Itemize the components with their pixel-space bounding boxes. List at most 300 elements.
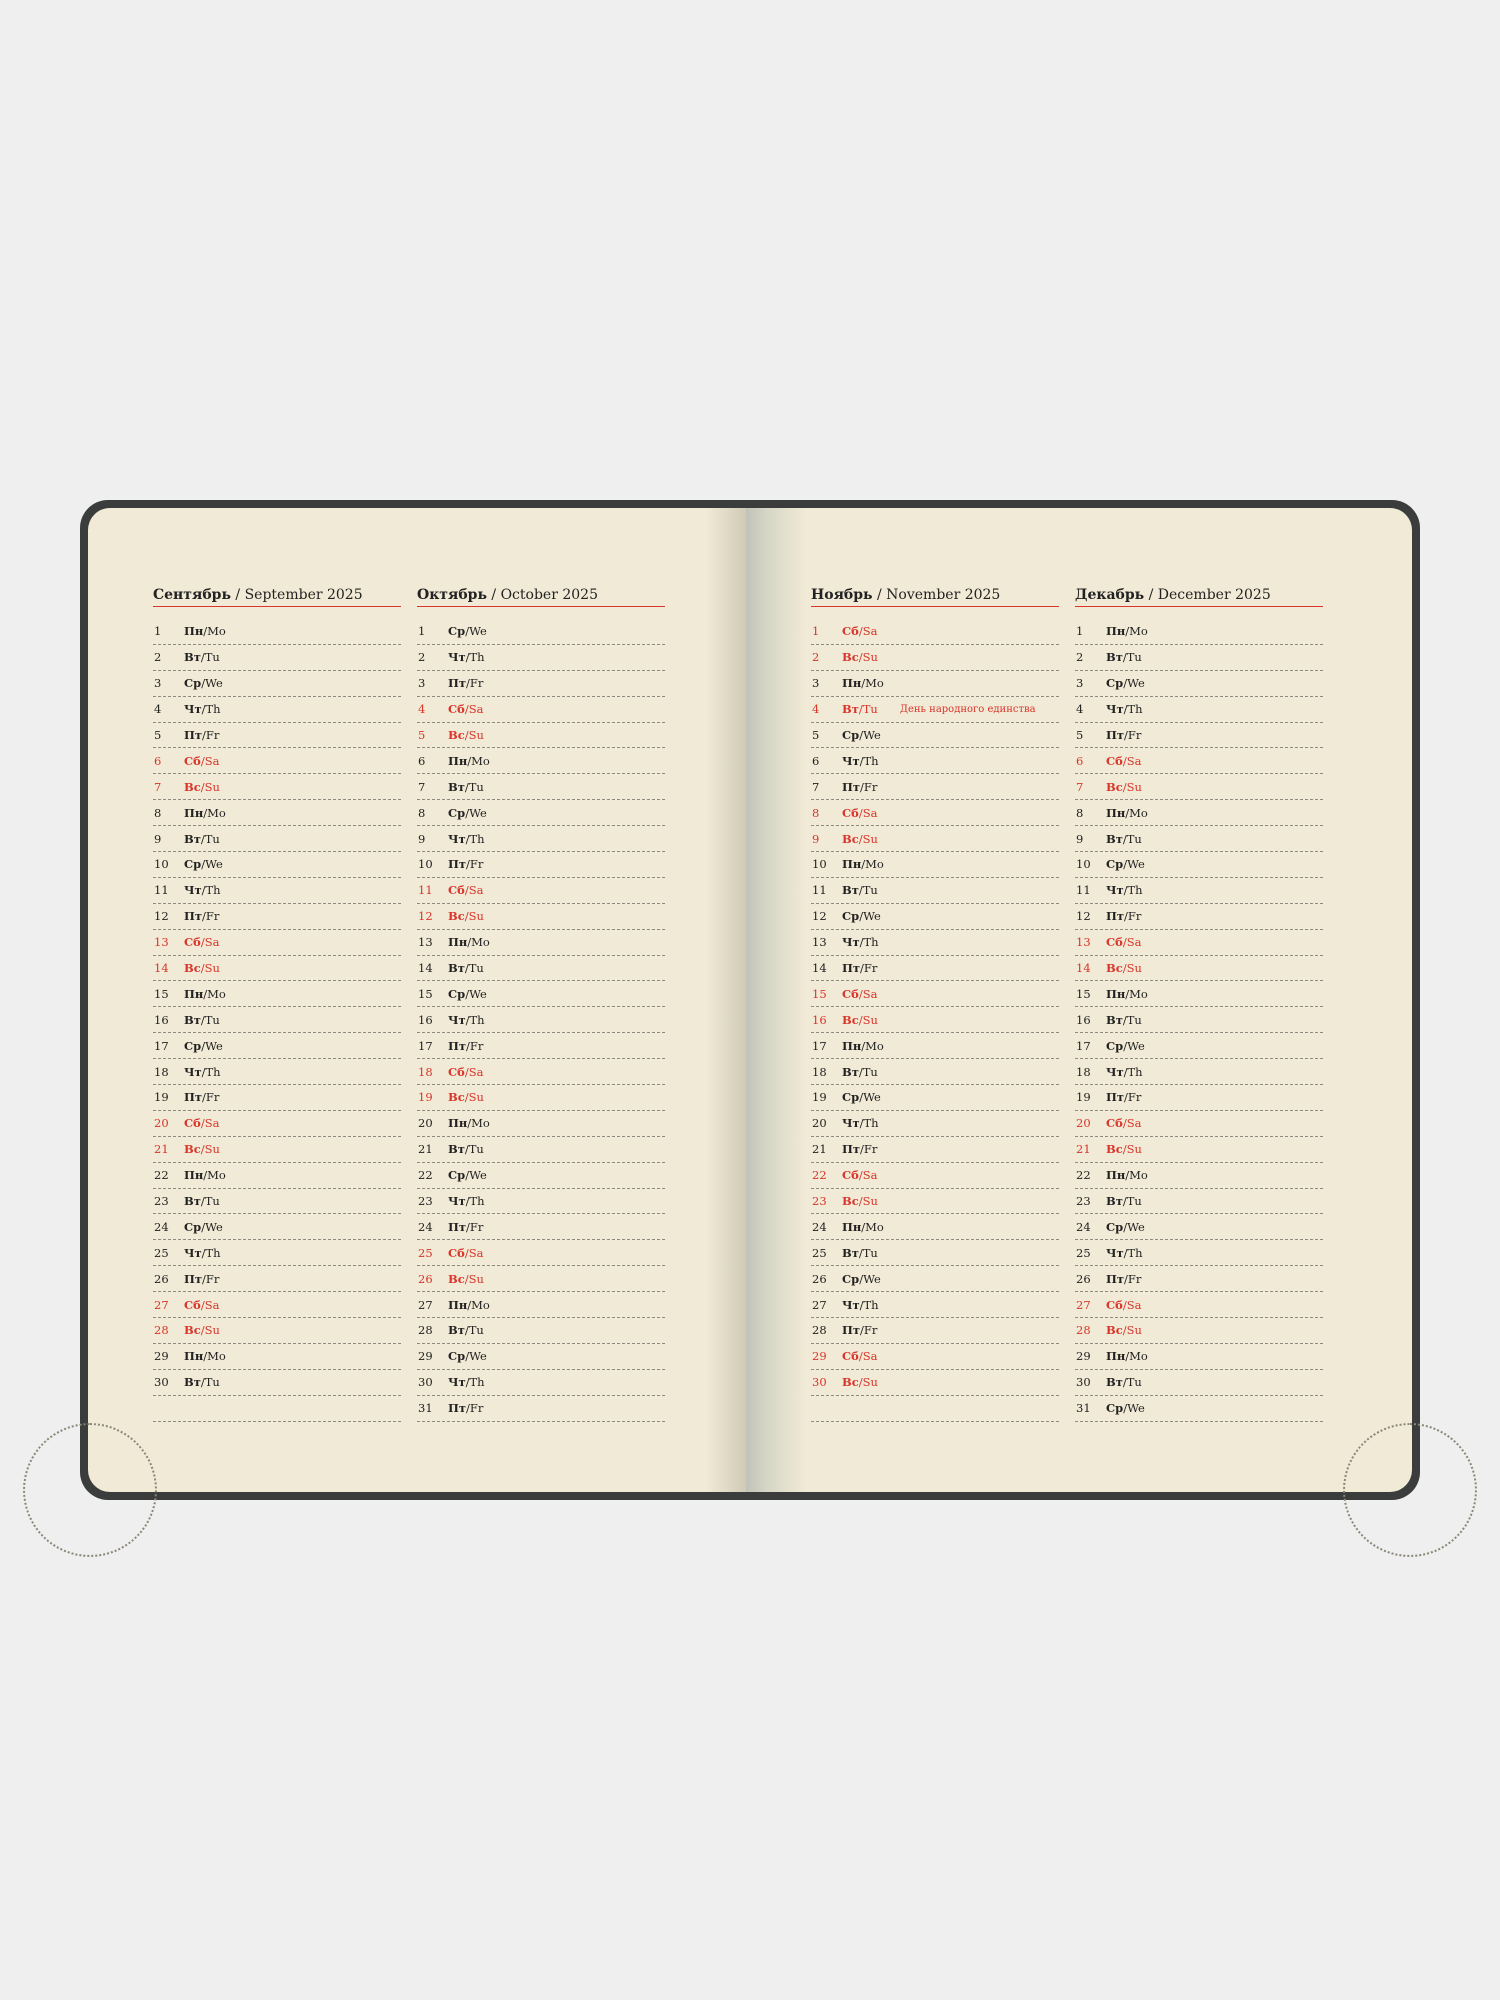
day-number: 11 (812, 883, 827, 898)
weekday-ru: Пн (184, 986, 204, 1001)
day-number: 31 (1076, 1401, 1091, 1416)
weekday-separator: / (858, 650, 863, 665)
day-number: 9 (154, 831, 162, 846)
weekday-separator: / (1123, 1064, 1128, 1079)
weekday-separator: / (201, 1064, 206, 1079)
weekday-en: Mo (865, 857, 884, 872)
day-number: 29 (1076, 1349, 1091, 1364)
weekday-en: We (205, 676, 223, 691)
day-number: 21 (418, 1142, 433, 1157)
day-number: 1 (154, 624, 162, 639)
weekday-separator: / (861, 1038, 866, 1053)
day-number: 2 (418, 650, 426, 665)
weekday-ru: Ср (448, 986, 466, 1001)
day-number: 7 (1076, 779, 1084, 794)
weekday-en: Mo (207, 986, 226, 1001)
weekday-separator: / (859, 753, 864, 768)
weekday-ru: Сб (1106, 1297, 1123, 1312)
weekday-ru: Пт (184, 1090, 202, 1105)
weekday-ru: Сб (448, 1245, 465, 1260)
weekday-separator: / (464, 1142, 469, 1157)
weekday-separator: / (202, 1271, 206, 1286)
weekday-ru: Пт (842, 961, 860, 976)
day-number: 8 (154, 805, 162, 820)
day-row (811, 878, 1059, 904)
day-number: 18 (812, 1064, 827, 1079)
day-row (417, 930, 665, 956)
day-number: 6 (812, 753, 820, 768)
day-number: 29 (154, 1349, 169, 1364)
day-number: 17 (418, 1038, 433, 1053)
weekday-en: Fr (469, 857, 484, 872)
day-number: 16 (812, 1012, 827, 1027)
weekday-ru: Вс (184, 1323, 201, 1338)
weekday-separator: / (861, 1219, 866, 1234)
day-row (811, 1214, 1059, 1240)
day-row (153, 1085, 401, 1111)
day-number: 20 (812, 1116, 827, 1131)
day-number: 28 (1076, 1323, 1091, 1338)
day-row (1075, 671, 1323, 697)
weekday-ru: Ср (1106, 676, 1124, 691)
day-row (417, 1085, 665, 1111)
day-row (417, 800, 665, 826)
day-row (811, 671, 1059, 697)
weekday-ru: Чт (448, 1194, 466, 1209)
day-row (1075, 1292, 1323, 1318)
day-number: 12 (418, 909, 433, 924)
day-number: 25 (418, 1245, 433, 1260)
weekday-en: Su (1126, 1142, 1142, 1157)
weekday-ru: Вт (184, 1012, 201, 1027)
weekday-separator: / (859, 1297, 864, 1312)
weekday-en: Tu (1126, 650, 1142, 665)
day-number: 7 (812, 779, 820, 794)
weekday-en: Su (1126, 1323, 1142, 1338)
weekday-en: Fr (469, 1038, 484, 1053)
day-row (153, 1318, 401, 1344)
weekday-ru: Пн (448, 753, 468, 768)
right-page (746, 508, 1412, 1492)
weekday-en: Sa (468, 1064, 484, 1079)
weekday-separator: / (467, 1297, 472, 1312)
weekday-separator: / (465, 1375, 470, 1390)
weekday-en: Th (863, 1116, 879, 1131)
weekday-ru: Пн (1106, 805, 1126, 820)
weekday-en: Mo (1129, 1168, 1148, 1183)
weekday-separator: / (1122, 650, 1127, 665)
weekday-separator: / (203, 1168, 208, 1183)
weekday-ru: Пн (842, 1219, 862, 1234)
day-number: 28 (418, 1323, 433, 1338)
day-number: 1 (418, 624, 426, 639)
day-number: 12 (154, 909, 169, 924)
day-number: 25 (154, 1245, 169, 1260)
day-number: 26 (154, 1271, 169, 1286)
day-number: 8 (1076, 805, 1084, 820)
weekday-separator: / (859, 1271, 864, 1286)
weekday-ru: Пт (448, 1401, 466, 1416)
weekday-en: We (1127, 1038, 1145, 1053)
day-number: 16 (418, 1012, 433, 1027)
day-row (153, 774, 401, 800)
weekday-ru: Сб (184, 1116, 201, 1131)
day-number: 20 (1076, 1116, 1091, 1131)
weekday-en: Su (204, 779, 220, 794)
weekday-ru: Пт (448, 1038, 466, 1053)
month-name-ru: Декабрь (1075, 587, 1145, 603)
weekday-ru: Сб (842, 805, 859, 820)
day-number: 18 (154, 1064, 169, 1079)
day-number: 19 (1076, 1090, 1091, 1105)
weekday-separator: / (858, 1349, 863, 1364)
day-row (811, 930, 1059, 956)
weekday-ru: Пт (1106, 1271, 1124, 1286)
weekday-en: Su (468, 909, 484, 924)
day-number: 27 (812, 1297, 827, 1312)
day-number: 21 (812, 1142, 827, 1157)
day-number: 31 (418, 1401, 433, 1416)
weekday-ru: Сб (448, 1064, 465, 1079)
day-number: 16 (154, 1012, 169, 1027)
weekday-separator: / (858, 805, 863, 820)
day-row (417, 697, 665, 723)
day-number: 23 (418, 1194, 433, 1209)
weekday-separator: / (200, 779, 205, 794)
day-number: 25 (1076, 1245, 1091, 1260)
weekday-en: Su (862, 1012, 878, 1027)
weekday-separator: / (465, 831, 470, 846)
weekday-separator: / (1125, 624, 1130, 639)
month-title: Декабрь / December 2025 (1075, 584, 1323, 607)
weekday-separator: / (464, 779, 469, 794)
day-number: 15 (812, 986, 827, 1001)
weekday-ru: Сб (1106, 753, 1123, 768)
weekday-ru: Вс (184, 961, 201, 976)
day-row (1075, 619, 1323, 645)
day-number: 4 (1076, 702, 1084, 717)
day-number: 29 (418, 1349, 433, 1364)
weekday-en: Tu (862, 702, 878, 717)
day-row (1075, 723, 1323, 749)
weekday-separator: / (1124, 909, 1128, 924)
weekday-separator: / (200, 961, 205, 976)
day-row (1075, 1007, 1323, 1033)
day-row (417, 1137, 665, 1163)
weekday-ru: Сб (842, 986, 859, 1001)
weekday-en: Su (468, 1090, 484, 1105)
weekday-en: Mo (471, 935, 490, 950)
day-row (1075, 800, 1323, 826)
weekday-en: Fr (469, 1401, 484, 1416)
weekday-en: Th (469, 650, 485, 665)
day-row (811, 800, 1059, 826)
day-row (417, 826, 665, 852)
weekday-separator: / (200, 1323, 205, 1338)
weekday-ru: Вт (1106, 1012, 1123, 1027)
day-number: 24 (1076, 1219, 1091, 1234)
weekday-ru: Вс (448, 1090, 465, 1105)
weekday-separator: / (201, 1219, 206, 1234)
day-row (417, 1059, 665, 1085)
weekday-separator: / (1124, 728, 1128, 742)
weekday-separator: / (465, 1194, 470, 1209)
weekday-separator: / (858, 1064, 863, 1079)
weekday-en: Mo (207, 1349, 226, 1364)
day-row (153, 981, 401, 1007)
day-row (811, 1007, 1059, 1033)
weekday-en: Mo (865, 1038, 884, 1053)
weekday-separator: / (859, 935, 864, 950)
day-number: 29 (812, 1349, 827, 1364)
weekday-ru: Пн (448, 1297, 468, 1312)
weekday-en: Tu (204, 650, 220, 665)
day-number: 30 (418, 1375, 433, 1390)
weekday-en: Sa (862, 1168, 878, 1183)
day-row (1075, 1085, 1323, 1111)
weekday-separator: / (467, 935, 472, 950)
weekday-ru: Вс (1106, 1142, 1123, 1157)
weekday-ru: Вс (842, 831, 859, 846)
weekday-en: Mo (1129, 986, 1148, 1001)
weekday-en: Mo (207, 805, 226, 820)
weekday-en: Th (469, 1012, 485, 1027)
day-number: 3 (1076, 676, 1084, 691)
weekday-separator: / (1122, 1142, 1127, 1157)
day-row (153, 930, 401, 956)
day-list (811, 619, 1059, 1422)
weekday-separator: / (464, 961, 469, 976)
day-number: 11 (1076, 883, 1091, 898)
day-number: 10 (1076, 857, 1091, 872)
day-row (153, 1240, 401, 1266)
weekday-en: Fr (863, 961, 878, 976)
day-list (417, 619, 665, 1422)
day-row (811, 904, 1059, 930)
weekday-separator: / (858, 1012, 863, 1027)
weekday-separator: / (858, 883, 863, 898)
weekday-ru: Ср (1106, 1038, 1124, 1053)
weekday-en: Tu (862, 883, 878, 898)
day-number: 19 (812, 1090, 827, 1105)
weekday-en: We (863, 1271, 881, 1286)
weekday-en: We (469, 1349, 487, 1364)
day-number: 10 (154, 857, 169, 872)
weekday-en: Su (862, 1194, 878, 1209)
weekday-separator: / (202, 1090, 206, 1105)
weekday-ru: Пт (842, 779, 860, 794)
day-row (417, 1007, 665, 1033)
weekday-en: Fr (1127, 909, 1142, 924)
day-number: 11 (154, 883, 169, 898)
weekday-ru: Вс (448, 728, 465, 742)
weekday-en: Fr (469, 676, 484, 691)
day-row (153, 1370, 401, 1396)
day-number: 15 (418, 986, 433, 1001)
day-number: 8 (418, 805, 426, 820)
day-number: 3 (812, 676, 820, 691)
day-row (417, 1240, 665, 1266)
day-number: 13 (154, 935, 169, 950)
weekday-ru: Ср (184, 857, 202, 872)
weekday-en: Mo (471, 753, 490, 768)
weekday-separator: / (858, 1245, 863, 1260)
day-number: 10 (812, 857, 827, 872)
weekday-separator: / (859, 1090, 864, 1105)
weekday-ru: Вс (1106, 1323, 1123, 1338)
weekday-separator: / (201, 1245, 206, 1260)
month-november (811, 584, 1059, 1422)
weekday-ru: Пн (1106, 986, 1126, 1001)
weekday-separator: / (1125, 1349, 1130, 1364)
weekday-separator: / (464, 1271, 469, 1286)
day-number: 4 (812, 702, 820, 717)
day-row (811, 1111, 1059, 1137)
weekday-separator: / (1124, 1090, 1128, 1105)
weekday-ru: Ср (842, 909, 860, 924)
weekday-en: Th (863, 1297, 879, 1312)
weekday-en: Tu (1126, 1375, 1142, 1390)
weekday-ru: Вт (842, 1245, 859, 1260)
month-title: Ноябрь / November 2025 (811, 584, 1059, 607)
day-number: 2 (154, 650, 162, 665)
day-row (153, 723, 401, 749)
weekday-en: Su (468, 728, 484, 742)
weekday-ru: Пн (184, 1349, 204, 1364)
day-row (417, 981, 665, 1007)
day-row (153, 1189, 401, 1215)
day-row (1075, 956, 1323, 982)
weekday-en: Fr (1127, 728, 1142, 742)
empty-day-row (811, 1396, 1059, 1422)
weekday-en: Mo (1129, 624, 1148, 639)
weekday-separator: / (1125, 986, 1130, 1001)
weekday-ru: Чт (448, 831, 466, 846)
weekday-en: We (1127, 1401, 1145, 1416)
weekday-en: Tu (204, 831, 220, 846)
spine-shadow (746, 508, 806, 1492)
weekday-ru: Вт (448, 1142, 465, 1157)
weekday-separator: / (1123, 1038, 1128, 1053)
weekday-ru: Вт (184, 650, 201, 665)
weekday-separator: / (200, 1142, 205, 1157)
weekday-ru: Пт (184, 728, 202, 742)
month-name-ru: Сентябрь (153, 587, 231, 603)
day-number: 30 (812, 1375, 827, 1390)
day-number: 4 (154, 702, 162, 717)
day-number: 21 (154, 1142, 169, 1157)
weekday-separator: / (200, 1194, 205, 1209)
weekday-en: Tu (1126, 831, 1142, 846)
weekday-en: We (469, 624, 487, 639)
day-row (417, 1344, 665, 1370)
weekday-ru: Пн (842, 1038, 862, 1053)
day-row (417, 1033, 665, 1059)
day-number: 11 (418, 883, 433, 898)
weekday-en: Tu (468, 1142, 484, 1157)
weekday-ru: Пн (184, 805, 204, 820)
weekday-separator: / (466, 857, 470, 872)
weekday-en: We (469, 1168, 487, 1183)
weekday-ru: Чт (842, 935, 860, 950)
day-number: 24 (418, 1219, 433, 1234)
weekday-en: Mo (207, 624, 226, 639)
weekday-separator: / (465, 1012, 470, 1027)
weekday-separator: / (860, 1323, 864, 1338)
weekday-ru: Вс (842, 1012, 859, 1027)
day-number: 20 (418, 1116, 433, 1131)
month-name-en: September 2025 (244, 587, 363, 603)
weekday-separator: / (465, 805, 470, 820)
weekday-ru: Вс (842, 1375, 859, 1390)
spine-shadow (706, 508, 746, 1492)
planner-cover (80, 500, 1420, 1500)
weekday-separator: / (200, 650, 205, 665)
corner-pocket-marking (1343, 1423, 1477, 1557)
weekday-separator: / (465, 650, 470, 665)
weekday-ru: Пт (448, 676, 466, 691)
day-row (1075, 1163, 1323, 1189)
weekday-en: We (469, 805, 487, 820)
weekday-ru: Вт (1106, 1375, 1123, 1390)
weekday-ru: Пн (448, 935, 468, 950)
day-row (417, 956, 665, 982)
day-row (1075, 1396, 1323, 1422)
day-row (153, 1292, 401, 1318)
day-number: 28 (812, 1323, 827, 1338)
weekday-ru: Сб (842, 1349, 859, 1364)
day-number: 13 (418, 935, 433, 950)
weekday-en: Sa (468, 1245, 484, 1260)
day-row (811, 826, 1059, 852)
day-row (153, 1033, 401, 1059)
day-list (1075, 619, 1323, 1422)
weekday-separator: / (858, 1375, 863, 1390)
weekday-separator: / (859, 909, 864, 924)
day-row (811, 645, 1059, 671)
weekday-en: Th (469, 1194, 485, 1209)
weekday-separator: / (466, 1401, 470, 1416)
weekday-separator: / (202, 728, 206, 742)
day-row (153, 645, 401, 671)
weekday-en: Mo (865, 676, 884, 691)
day-number: 15 (154, 986, 169, 1001)
day-row (1075, 981, 1323, 1007)
day-row (153, 852, 401, 878)
weekday-en: Th (863, 753, 879, 768)
weekday-ru: Чт (184, 702, 202, 717)
month-october (417, 584, 665, 1422)
day-number: 1 (1076, 624, 1084, 639)
weekday-separator: / (203, 1349, 208, 1364)
day-number: 23 (812, 1194, 827, 1209)
month-september (153, 584, 401, 1422)
weekday-ru: Вт (1106, 650, 1123, 665)
weekday-ru: Вс (184, 1142, 201, 1157)
weekday-en: Su (204, 1142, 220, 1157)
weekday-en: We (1127, 1219, 1145, 1234)
day-row (811, 748, 1059, 774)
weekday-ru: Вс (842, 650, 859, 665)
day-number: 5 (418, 728, 426, 742)
weekday-separator: / (1122, 1116, 1127, 1131)
weekday-en: Sa (1126, 935, 1142, 950)
day-number: 18 (418, 1064, 433, 1079)
day-row (417, 723, 665, 749)
weekday-ru: Чт (842, 1116, 860, 1131)
day-row (417, 774, 665, 800)
weekday-separator: / (464, 1323, 469, 1338)
